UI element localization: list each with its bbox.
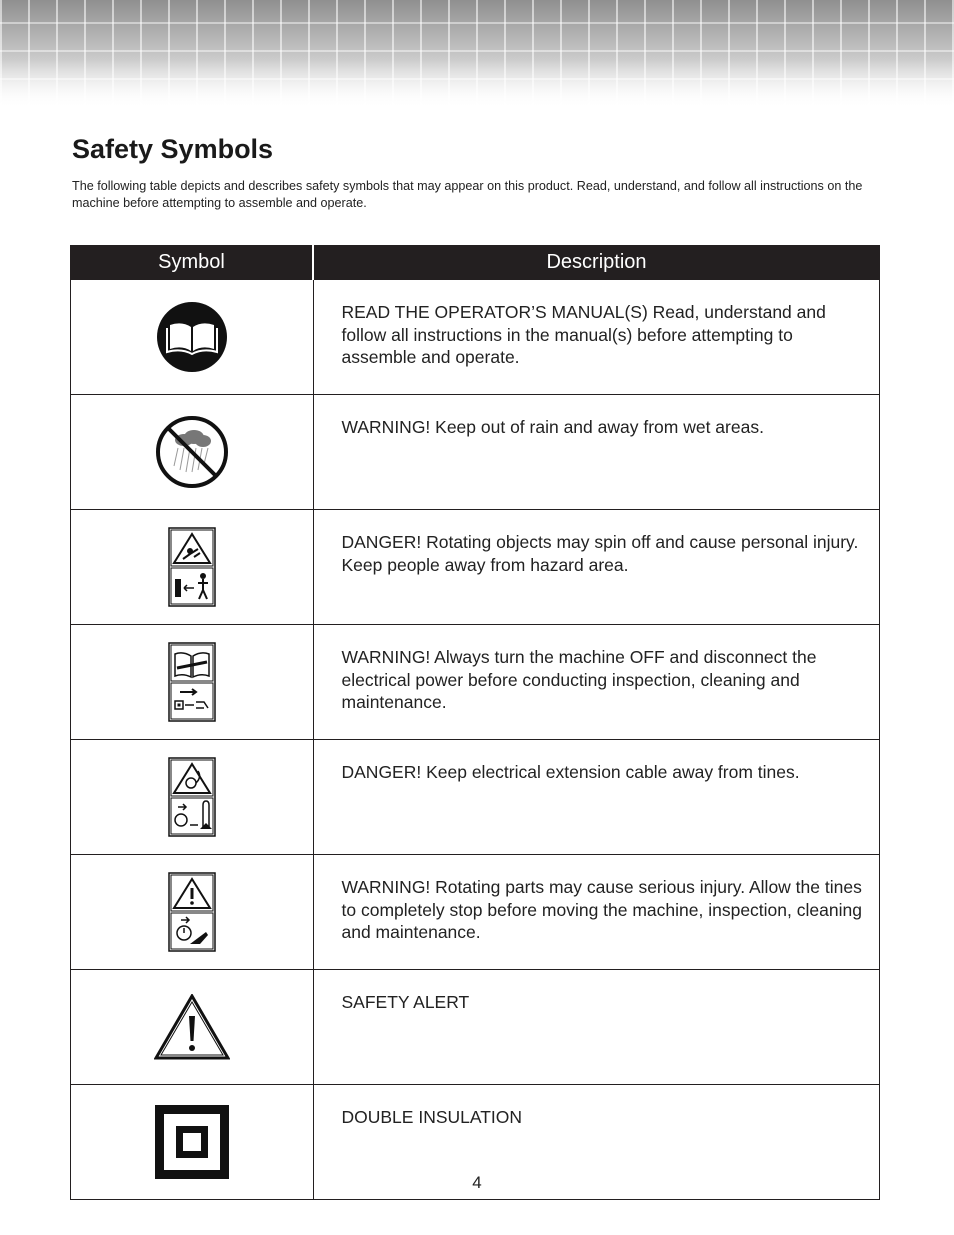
symbol-cell	[71, 395, 314, 510]
symbol-cell	[71, 855, 314, 970]
read-manual-icon	[156, 301, 228, 373]
description-column-header: Description	[313, 246, 880, 280]
cable-away-tines-icon	[168, 757, 216, 837]
table-row	[71, 280, 880, 395]
symbol-cell	[71, 510, 314, 625]
description-cell: WARNING! Keep out of rain and away from wet areas.	[313, 395, 880, 510]
description-cell: WARNING! Always turn the machine OFF and disconnect the electrical power before conducting inspection, cleaning and maintenance.	[313, 625, 880, 740]
table-row	[71, 855, 880, 970]
disconnect-power-icon	[168, 642, 216, 722]
double-insulation-icon	[155, 1105, 229, 1179]
symbol-column-header: Symbol	[71, 246, 314, 280]
table-header-row	[71, 246, 880, 280]
no-rain-icon	[154, 414, 230, 490]
description-cell: DOUBLE INSULATION	[313, 1085, 880, 1200]
table-row	[71, 625, 880, 740]
description-cell: READ THE OPERATOR’S MANUAL(S) Read, understand and follow all instructions in the manual(s) before attempting to assemble and operate.	[313, 280, 880, 395]
description-cell: DANGER! Keep electrical extension cable away from tines.	[313, 740, 880, 855]
page-title: Safety Symbols	[72, 134, 274, 164]
safety-symbols-table	[70, 245, 880, 1200]
symbol-cell	[71, 970, 314, 1085]
rotating-parts-icon	[168, 872, 216, 952]
description-cell: DANGER! Rotating objects may spin off and cause personal injury. Keep people away from hazard area.	[313, 510, 880, 625]
safety-alert-icon	[154, 994, 230, 1060]
table-row	[71, 970, 880, 1085]
symbol-cell	[71, 740, 314, 855]
description-cell: WARNING! Rotating parts may cause serious injury. Allow the tines to completely stop before moving the machine, inspection, cleaning and maintenance.	[313, 855, 880, 970]
symbol-cell	[71, 280, 314, 395]
table-row	[71, 510, 880, 625]
thrown-objects-icon	[168, 527, 216, 607]
table-row	[71, 740, 880, 855]
table-row	[71, 395, 880, 510]
page-number: 4	[472, 1173, 482, 1192]
intro-text: The following table depicts and describes safety symbols that may appear on this product. Read, understand, and follow all instructions on the machine before attempting to assemble and operate.	[72, 179, 863, 210]
symbol-cell	[71, 625, 314, 740]
header-fade	[0, 60, 954, 110]
description-cell: SAFETY ALERT	[313, 970, 880, 1085]
